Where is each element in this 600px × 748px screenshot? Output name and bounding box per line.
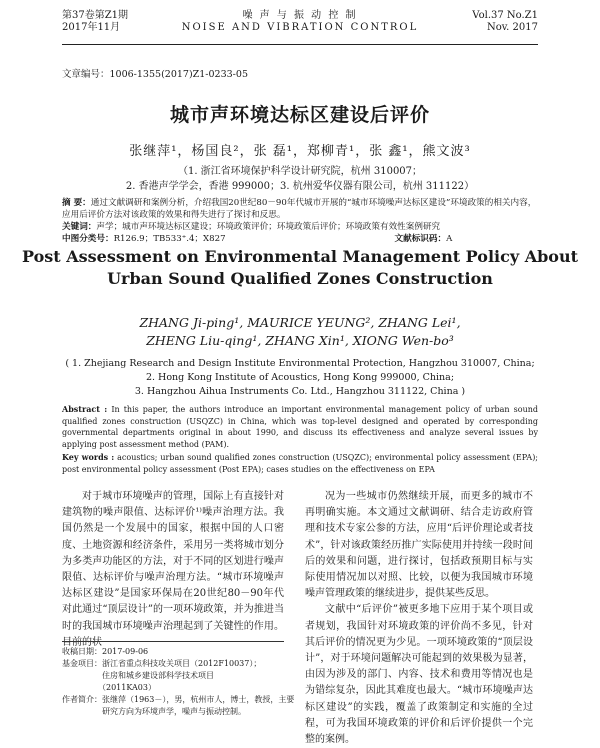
title-en-line: Urban Sound Qualified Zones Construction [107,269,493,288]
volume-issue: 第37卷第Z1期 [62,10,129,21]
authors-chinese: 张继萍¹，杨国良²，张 磊¹，郑柳青¹，张 鑫¹，熊文波³ [129,144,471,159]
affiliations-chinese [62,164,538,194]
abstract-en-text: In this paper, the authors introduce an important environmental management policy of urban sound qualified zones construction (USQZC) in China, which was top-level designed and operated by corresponding governmental departments original in about 1990, and discuss its effectiveness and analyze several issues by applying post assessment method (PAM). [62,405,538,449]
affiliation-en-line: ( 1. Zhejiang Research and Design Institute Environmental Protection, Hangzhou 310007, China; [65,358,535,369]
clc-number: R126.9；TB533⁺.4；X827 [113,234,226,244]
abstract-english [62,404,538,475]
issue-date-en: Nov. 2017 [486,22,538,33]
issue-date-cn: 2017年11月 [62,22,121,33]
body-paragraph: 况为一些城市仍然继续开展，而更多的城市不再明确实施。本文通过文献调研、结合走访政府管理和技术专家公参的方法，应用“后评价理论或者技术”，针对该政策经历推广实际使用并持续一段时间后的效果和问题，进行探讨，包括政预期目标与实际使用情况加以对照、比较，以便为我国城市环境噪声管理政策的继续进步，提供某些反思。 [305,491,533,600]
abstract-cn-label: 摘 要： [62,198,91,208]
journal-name-en: NOISE AND VIBRATION CONTROL [181,22,419,33]
footnote-line: 作者简介：张继萍（1963－），男，杭州市人，博士，教授，主要 [62,695,295,704]
footnote-line: 研究方向为环境声学，噪声与振动控制。 [62,707,246,716]
keywords-cn: 声学；城市声环境达标区建设；环境政策评价；环境政策后评价；环境政策有效性案例研究 [96,222,441,232]
header-right [472,10,538,34]
affiliation-cn-line: 2. 香港声学学会，香港 999000；3. 杭州爱华仪器有限公司，杭州 311122） [125,181,475,192]
footnote-line: 住房和城乡建设部科学技术项目 [62,671,214,680]
doc-code: A [446,234,453,244]
article-id: 文章编号：1006-1355(2017)Z1-0233-05 [62,69,248,80]
body-paragraph: 文献中“后评价”被更多地下应用于某个项目或者规划，我国针对环境政策的评价尚不多见，针对其后评价的情况更为少见。一项环境政策的“顶层设计”，对于环境问题解决可能起到的效果极为显著，由因为涉及的部门、内容、技术和费用等情况也是为错综复杂，因此其难度也最大。“城市环境噪声达标区建设”的实践，覆盖了政策制定和实施的全过程，可为我国环境政策的评价和后评价提供一个完整的案例。 [305,604,533,746]
footnotes [62,641,295,718]
title-english [0,246,600,290]
journal-name-cn: 噪 声 与 振 动 控 制 [242,10,358,21]
affiliation-cn-line: （1. 浙江省环境保护科学设计研究院，杭州 310007； [177,166,423,177]
keywords-en-label: Key words : [62,452,115,462]
keywords-cn-label: 关键词： [62,222,97,232]
authors-en-line: ZHENG Liu-qing¹, ZHANG Xin¹, XIONG Wen-bo³ [146,333,454,348]
journal-header [62,8,538,45]
title-en-line: Post Assessment on Environmental Management Policy About [21,247,578,266]
footnote-line: 收稿日期：2017-09-06 [62,647,149,656]
affiliation-en-line: 2. Hong Kong Institute of Acoustics, Hong Kong 999000, China; [145,372,455,383]
footnote-line: 基金项目：浙江省重点科技攻关项目（2012F10037）； [62,659,262,668]
authors-en-line: ZHANG Ji-ping¹, MAURICE YEUNG², ZHANG Lei¹, [139,315,461,330]
doc-code-label: 文献标识码： [394,234,447,244]
title-chinese: 城市声环境达标区建设后评价 [169,104,430,126]
body-column-left [62,489,284,651]
volume-en: Vol.37 No.Z1 [472,10,538,21]
affiliations-english [62,357,538,399]
abstract-chinese [62,197,538,245]
footnote-line: （2011KA03） [62,683,156,692]
abstract-cn-text: 通过文献调研和案例分析，介绍我国20世纪80－90年代城市开展的“城市环境噪声达标区建设”环境政策的相关内容，应用后评价方法对该政策的效果和得失进行了探讨和反思。 [62,198,537,220]
abstract-en-label: Abstract : [62,404,108,414]
authors-english [0,314,600,350]
affiliation-en-line: 3. Hangzhou Aihua Instruments Co. Ltd., Hangzhou 311122, China ) [134,386,466,397]
body-paragraph: 对于城市环境噪声的管理，国际上有直接针对建筑物的噪声限值、达标评价¹⁾噪声治理方法。我国仍然是一个发展中的国家，根据中国的人口密度、土地资源和经济条件，采用另一类将城市划分为多类声功能区的方法，对于不同的区划进行噪声限值、达标评价与噪声治理方法。“城市环境噪声达标区建设”是国家环保局在20世纪80－90年代对此通过“顶层设计”的一项环境政策，并为推进当时的我国城市环境噪声治理起到了关键性的作用。目前的状 [62,491,284,648]
header-center [62,10,538,34]
keywords-en: acoustics; urban sound qualified zones construction (USQZC); environmental policy assessment (EPA); post environmental policy assessment (Post EPA); cases studies on the effectiveness on EPA [62,453,539,474]
clc-label: 中图分类号： [62,234,114,244]
body-column-right [305,489,533,748]
